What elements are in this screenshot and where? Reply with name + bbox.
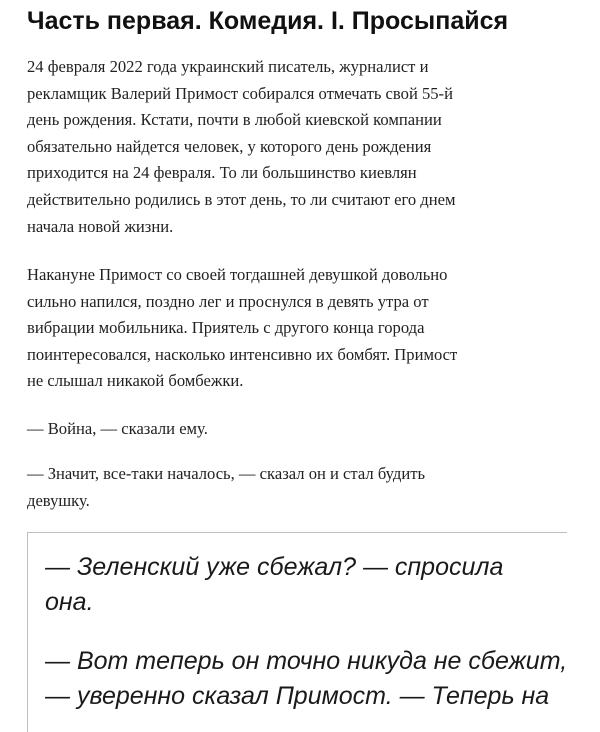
- article-body: [27, 0, 572, 510]
- text-line: день рождения. Кстати, почти в любой киевской компании: [27, 110, 442, 130]
- text-line: — Война, — сказали ему.: [27, 419, 208, 438]
- text-line: начала новой жизни.: [27, 216, 174, 236]
- blockquote-paragraph: [45, 644, 568, 714]
- quote-line: — уверенно сказал Примост. — Теперь на: [45, 682, 550, 710]
- quote-line: — Зеленский уже сбежал? — спросила: [45, 553, 504, 581]
- text-line: вибрации мобильника. Приятель с другого конца города: [27, 318, 425, 338]
- text-line: действительно родились в этот день, то ли считают его днем: [27, 189, 456, 209]
- chapter-title: Часть первая. Комедия. I. Просыпайся: [27, 7, 509, 35]
- paragraph-wake-up: [27, 262, 457, 395]
- text-line: — Значит, все-таки началось, — сказал он и стал будить: [27, 464, 426, 483]
- text-line: не слышал никакой бомбежки.: [27, 371, 244, 391]
- text-line: приходится на 24 февраля. То ли большинство киевлян: [27, 163, 417, 183]
- paragraph-birthday: [27, 54, 456, 240]
- text-line: 24 февраля 2022 года украинский писатель, журналист и: [27, 57, 429, 76]
- paragraph-war-dialogue: [27, 416, 208, 443]
- quote-line: — Вот теперь он точно никуда не сбежит,: [45, 647, 568, 675]
- text-line: обязательно найдется человек, у которого день рождения: [27, 136, 432, 156]
- quote-line: она.: [45, 588, 94, 616]
- text-line: девушку.: [27, 490, 90, 510]
- text-line: сильно напился, поздно лег и проснулся в девять утра от: [27, 291, 429, 311]
- text-line: Накануне Примост со своей тогдашней девушкой довольно: [27, 265, 448, 284]
- text-line: рекламщик Валерий Примост собирался отмечать свой 55-й: [27, 83, 453, 103]
- blockquote-paragraph: [45, 550, 545, 620]
- text-line: поинтересовался, насколько интенсивно их бомбят. Примост: [27, 344, 458, 364]
- paragraph-started-dialogue: [27, 461, 425, 514]
